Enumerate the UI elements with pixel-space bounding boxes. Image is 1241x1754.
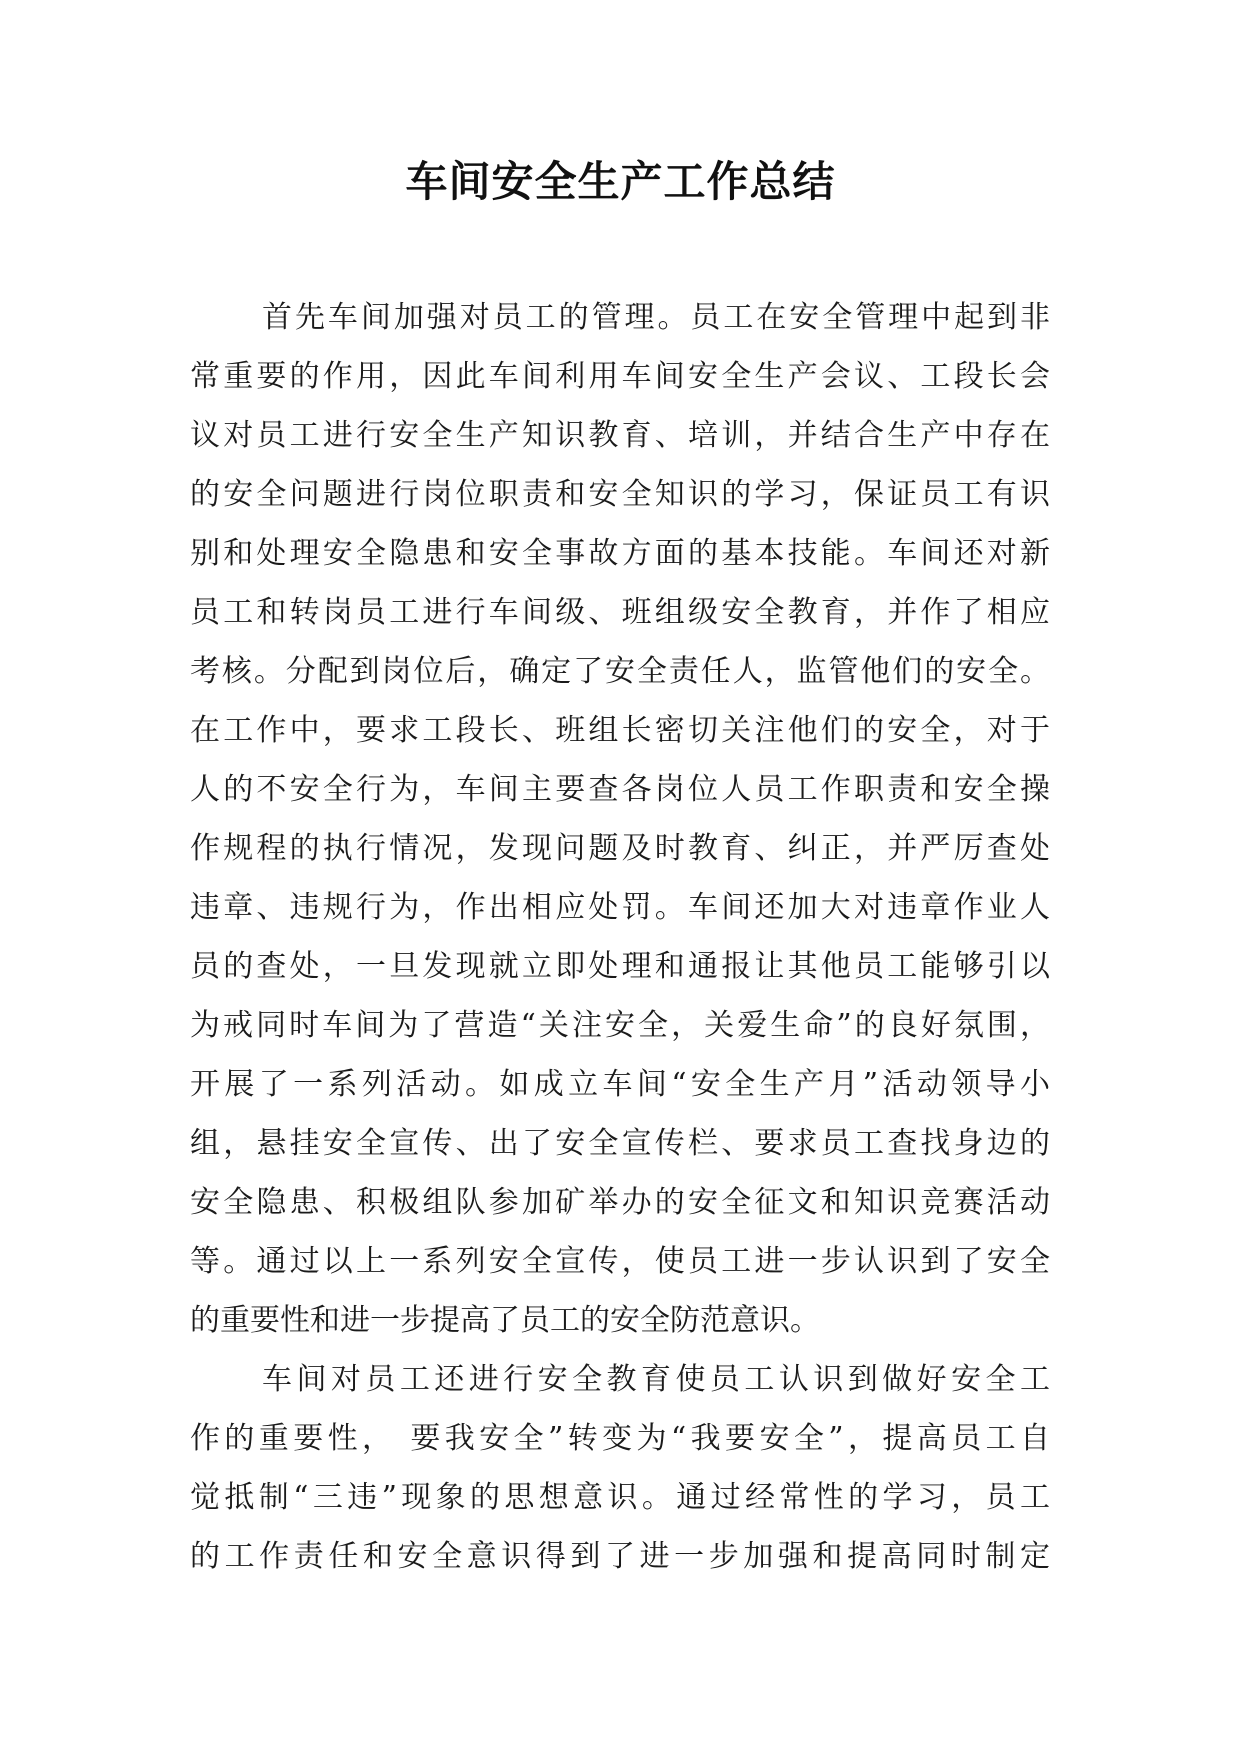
paragraph-2 [190,1350,1050,1586]
paragraph-line: 在工作中，要求工段长、班组长密切关注他们的安全，对于 [190,713,1050,748]
paragraph-line: 的安全问题进行岗位职责和安全知识的学习，保证员工有识 [190,477,1050,512]
paragraph-line: 议对员工进行安全生产知识教育、培训，并结合生产中存在 [190,418,1050,453]
document-title: 车间安全生产工作总结 [405,157,836,206]
paragraph-line: 作的重要性， 要我安全”转变为“我要安全”，提高员工自 [190,1421,1050,1456]
paragraph-line: 开展了一系列活动。如成立车间“安全生产月”活动领导小 [190,1067,1050,1102]
paragraph-line: 觉抵制“三违”现象的思想意识。通过经常性的学习，员工 [190,1480,1050,1515]
paragraph-line: 为戒同时车间为了营造“关注安全，关爱生命”的良好氛围， [190,1008,1050,1043]
paragraph-line: 员的查处，一旦发现就立即处理和通报让其他员工能够引以 [190,949,1050,984]
paragraph-1 [190,288,1050,1350]
paragraph-line: 考核。分配到岗位后，确定了安全责任人，监管他们的安全。 [190,654,1050,689]
paragraph-line: 等。通过以上一系列安全宣传，使员工进一步认识到了安全 [190,1244,1050,1279]
paragraph-line: 别和处理安全隐患和安全事故方面的基本技能。车间还对新 [190,536,1050,571]
paragraph-line: 作规程的执行情况，发现问题及时教育、纠正，并严厉查处 [190,831,1050,866]
paragraph-line: 首先车间加强对员工的管理。员工在安全管理中起到非 [262,300,1050,335]
paragraph-line: 安全隐患、积极组队参加矿举办的安全征文和知识竞赛活动 [190,1185,1050,1220]
paragraph-line: 违章、违规行为，作出相应处罚。车间还加大对违章作业人 [190,890,1050,925]
document-body [190,288,1050,1586]
paragraph-line: 人的不安全行为，车间主要查各岗位人员工作职责和安全操 [190,772,1050,807]
paragraph-line: 常重要的作用，因此车间利用车间安全生产会议、工段长会 [190,359,1050,394]
paragraph-line: 的工作责任和安全意识得到了进一步加强和提高同时制定 [190,1539,1050,1574]
paragraph-line: 员工和转岗员工进行车间级、班组级安全教育，并作了相应 [190,595,1050,630]
paragraph-line: 组，悬挂安全宣传、出了安全宣传栏、要求员工查找身边的 [190,1126,1050,1161]
paragraph-line: 车间对员工还进行安全教育使员工认识到做好安全工 [262,1362,1050,1397]
paragraph-line: 的重要性和进一步提高了员工的安全防范意识。 [190,1303,820,1338]
